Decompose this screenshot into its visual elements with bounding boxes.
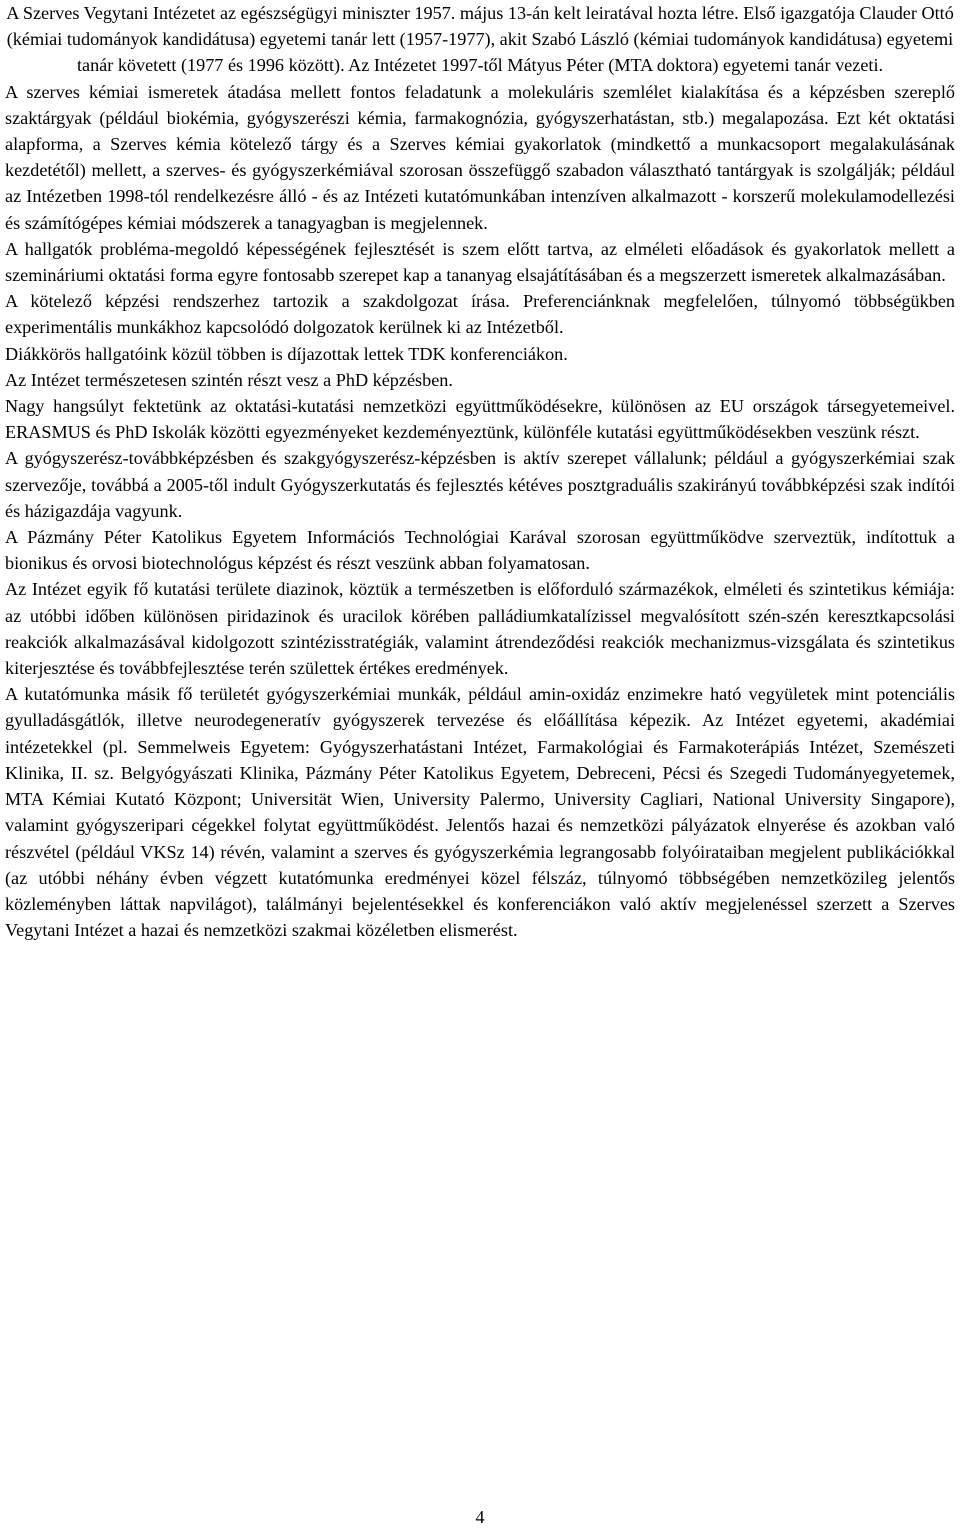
paragraph-research-medicinal: A kutatómunka másik fő területét gyógyszerkémiai munkák, például amin-oxidáz enzimekre ható vegyületek mint potenciális gyulladásgátlók, illetve neurodegeneratív gyógyszerek tervezése és előállítása képezik. Az Intézet egyetemi, akadémiai intézetekkel (pl. Semmelweis Egyetem: Gyógyszerhatástani Intézet, Farmakológiai és Farmakoterápiás Intézet, Szemészeti Klinika, II. sz. Belgyógyászati Klinika, Pázmány Péter Katolikus Egyetem, Debreceni, Pécsi és Szegedi Tudományegyetemek, MTA Kémiai Kutató Központ; Universität Wien, University Palermo, University Cagliari, National University Singapore), valamint gyógyszeripari cégekkel folytat együttműködést. Jelentős hazai és nemzetközi pályázatok elnyerése és azokban való részvétel (például VKSz 14) révén, valamint a szerves és gyógyszerkémia legrangosabb folyóirataiban megjelent publikációkkal (az utóbbi néhány évben végzett kutatómunka eredményei közel félszáz, túlnyomó többségében nemzetközileg jelentős közleményben láttak napvilágot), találmányi bejelentésekkel és konferenciákon való aktív megjelenéssel szerzett a Szerves Vegytani Intézet a hazai és nemzetközi szakmai közéletben elismerést. xyxy=(5,684,955,941)
paragraph-tdk: Diákkörös hallgatóink közül többen is díjazottak lettek TDK konferenciákon. xyxy=(5,343,568,364)
paragraph-thesis: A kötelező képzési rendszerhez tartozik a szakdolgozat írása. Preferenciánknak megfelelően, túlnyomó többségükben experimentális munkákhoz kapcsolódó dolgozatok kerülnek ki az Intézetből. xyxy=(5,291,955,338)
paragraph-research-diazines: Az Intézet egyik fő kutatási területe diazinok, köztük a természetben is előforduló származékok, elméleti és szintetikus kémiája: az utóbbi időben különösen piridazinok és uracilok körében palládiumkatalízissel megvalósított szén-szén keresztkapcsolási reakciók alkalmazásával kidolgozott szintézisstratégiák, valamint átrendeződési reakciók mechanizmus-vizsgálata és szintetikus kiterjesztése és továbbfejlesztése terén születtek értékes eredmények. xyxy=(5,579,955,679)
paragraph-ppke: A Pázmány Péter Katolikus Egyetem Információs Technológiai Karával szorosan együttműködve szerveztük, indítottuk a bionikus és orvosi biotechnológus képzést és részt veszünk abban folyamatosan. xyxy=(5,527,955,574)
paragraph-seminars: A hallgatók probléma-megoldó képességének fejlesztését is szem előtt tartva, az elméleti előadások és gyakorlatok mellett a szemináriumi oktatási forma egyre fontosabb szerepet kap a tananyag elsajátításában és a megszerzett ismeretek alkalmazásában. xyxy=(5,238,955,286)
page-number: 4 xyxy=(475,1507,485,1527)
paragraph-institute-history: A Szerves Vegytani Intézetet az egészségügyi miniszter 1957. május 13-án kelt leiratával hozta létre. Első igazgatója Clauder Ottó (kémiai tudományok kandidátusa) egyetemi tanár lett (1957-1977), akit Szabó László (kémiai tudományok kandidátusa) egyetemi tanár követett (1977 és 1996 között). Az Intézetet 1997-től Mátyus Péter (MTA doktora) egyetemi tanár vezeti. xyxy=(6,3,954,76)
paragraph-postgraduate: A gyógyszerész-továbbképzésben és szakgyógyszerész-képzésben is aktív szerepet vállalunk; például a gyógyszerkémiai szak szervezője, továbbá a 2005-től indult Gyógyszerkutatás és fejlesztés kétéves posztgraduális szakirányú továbbképzési szak indítói és házigazdája vagyunk. xyxy=(5,448,955,521)
paragraph-phd: Az Intézet természetesen szintén részt vesz a PhD képzésben. xyxy=(5,369,453,390)
paragraph-international: Nagy hangsúlyt fektetünk az oktatási-kutatási nemzetközi együttműködésekre, különösen az EU országok társegyetemeivel. ERASMUS és PhD Iskolák közötti egyezményeket kezdeményeztünk, különféle kutatási együttműködésekben veszünk részt. xyxy=(5,396,955,443)
document-body xyxy=(5,0,955,943)
paragraph-teaching: A szerves kémiai ismeretek átadása mellett fontos feladatunk a molekuláris szemlélet kialakítása és a képzésben szereplő szaktárgyak (például biokémia, gyógyszerészi kémia, farmakognózia, gyógyszerhatástan, stb.) megalapozása. Ezt két oktatási alapforma, a Szerves kémia kötelező tárgy és a Szerves kémiai gyakorlatok (mindkettő a munkacsoport megalakulásának kezdetétől) mellett, a szerves- és gyógyszerkémiával szorosan összefüggő szabadon választható tantárgyak is szolgálják; például az Intézetben 1998-tól rendelkezésre álló - és az Intézeti kutatómunkában intenzíven alkalmazott - korszerű molekulamodellezési és számítógépes kémiai módszerek a tanagyagban is megjelennek. xyxy=(5,81,955,233)
